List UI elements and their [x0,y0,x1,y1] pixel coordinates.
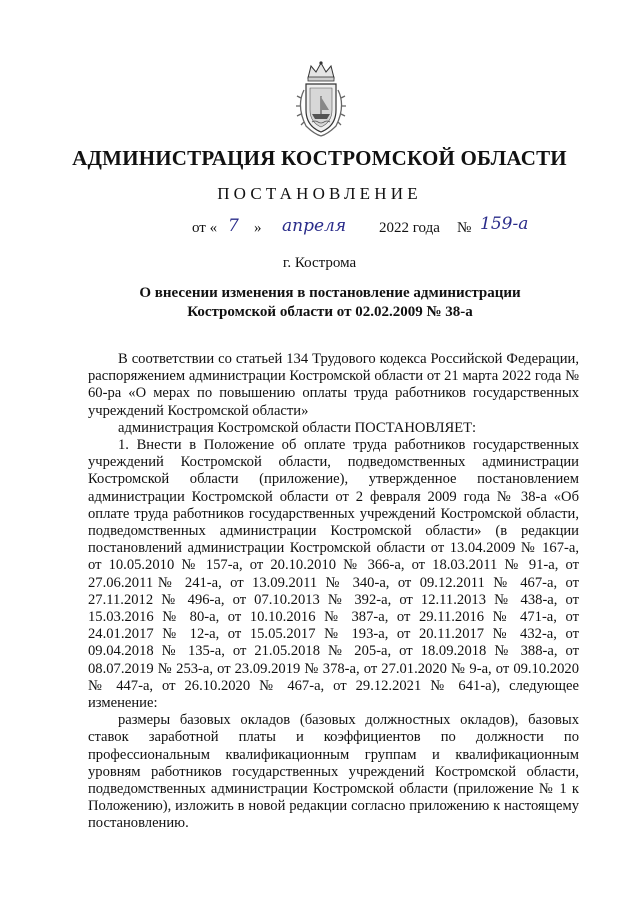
paragraph-resolves: администрация Костромской области ПОСТАНОВЛЯЕТ: [118,419,477,436]
date-month: апреля [282,216,347,236]
coat-of-arms-icon [288,60,354,140]
date-quote-close: » [254,220,262,236]
organization-title: АДМИНИСТРАЦИЯ КОСТРОМСКОЙ ОБЛАСТИ [72,146,567,170]
paragraph-change: размеры базовых окладов (базовых должностных окладов), базовых ставок заработной платы и коэффициентов по должности по профессиональным квалификационным группам и квалификационным уровням работников государственных учреждений Костромской области, подведомственных администрации Костромской области (приложение № 1 к Положению), изложить в новой редакции согласно приложению к настоящему постановлению. [88,712,579,832]
document-type: ПОСТАНОВЛЕНИЕ [217,184,422,203]
subject-line-1: О внесении изменения в постановление администрации [139,285,521,301]
document-number: 159-а [480,214,529,234]
document-subject [120,284,540,322]
date-day: 7 [228,216,239,236]
number-sign: № [457,220,472,236]
date-year: 2022 года [379,220,440,236]
subject-line-2: Костромской области от 02.02.2009 № 38-а [187,304,473,320]
paragraph-item-1: 1. Внести в Положение об оплате труда работников государственных учреждений Костромской области, подведомственных администрации Костромской области (приложение), утвержденное постановлением администрации Костромской области от 2 февраля 2009 года № 38-а «Об оплате труда работников государственных учреждений Костромской области, подведомственных администрации Костромской области» (в редакции постановлений администрации Костромской области от 13.04.2009 № 167-а, от 10.05.2010 № 157-а, от 20.10.2010 № 366-а, от 18.03.2011 № 91-а, от 27.06.2011№ 241-а, от 13.09.2011 № 340-а, от 09.12.2011 № 467-а, от 27.11.2012 № 496-а, от 07.10.2013 № 392-а, от 12.11.2013 № 438-а, от 15.03.2016 № 80-а, от 10.10.2016 № 387-а, от 29.11.2016 № 471-а, от 24.01.2017 № 12-а, от 15.05.2017 № 193-а, от 20.11.2017 № 432-а, от 09.04.2018 № 135-а, от 21.05.2018 № 205-а, от 18.09.2018 № 388-а, от 08.07.2019 № 253-а, от 23.09.2019 № 378-а, от 27.01.2020 № 9-а, от 09.10.2020 № 447-а, от 26.10.2020 № 467-а, от 29.12.2021 № 641-а), следующее изменение: [88,437,579,712]
date-line [192,214,572,244]
document-body [88,351,579,833]
date-prefix: от « [192,220,218,236]
city: г. Кострома [282,255,357,271]
paragraph-preamble: В соответствии со статьей 134 Трудового кодекса Российской Федерации, распоряжением администрации Костромской области от 21 марта 2022 года № 60-ра «О мерах по повышению оплаты труда работников государственных учреждений Костромской области» [88,351,579,419]
